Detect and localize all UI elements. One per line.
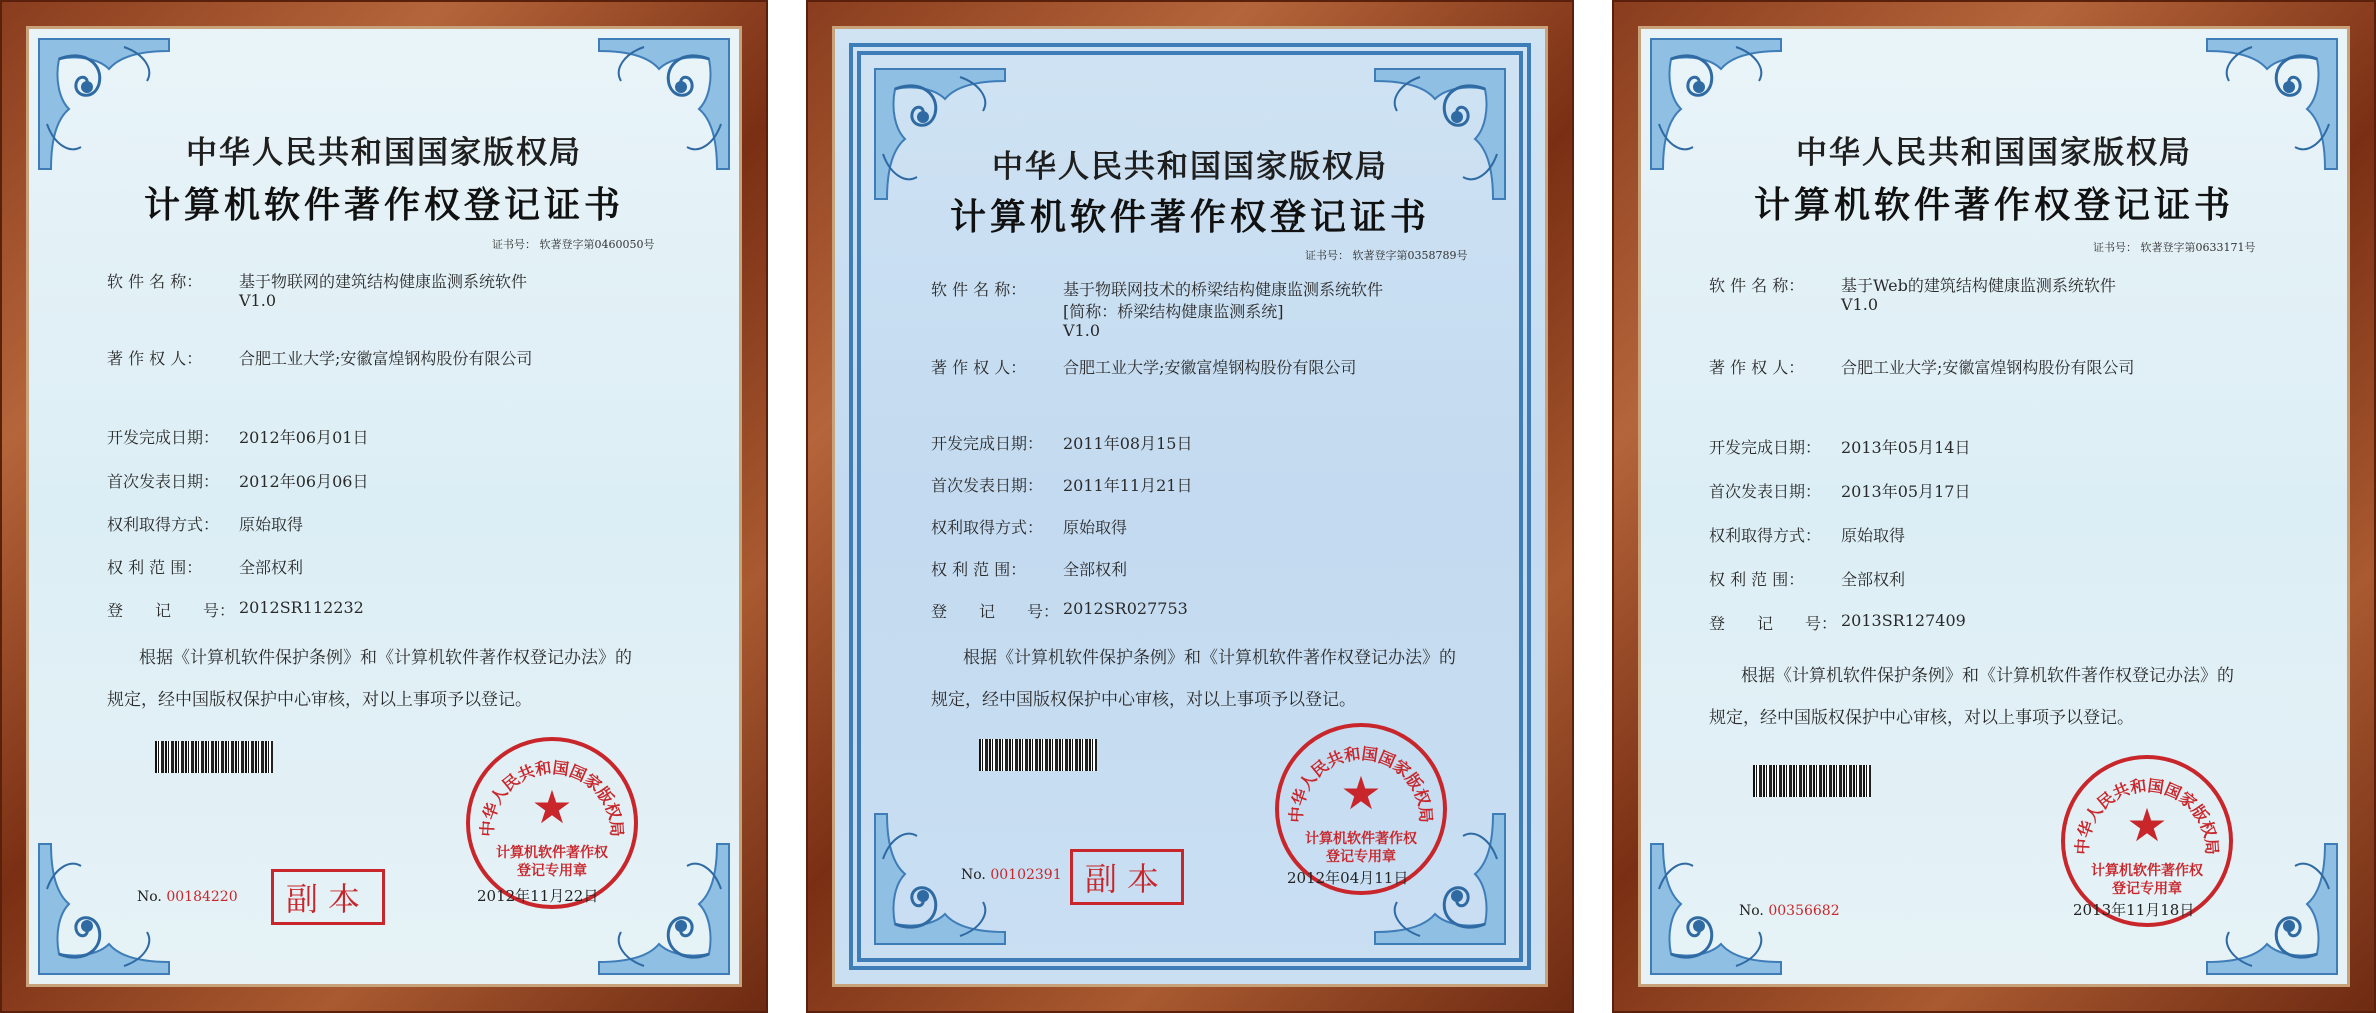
software-name-row	[1709, 273, 2116, 296]
seal-subtitle-1: 计算机软件著作权	[1305, 831, 1417, 847]
svg-text:中华人民共和国国家版权局: 中华人民共和国国家版权局	[2072, 775, 2222, 856]
dev-date-value: 2011年08月15日	[1063, 434, 1193, 453]
pub-date-value: 2011年11月21日	[1063, 476, 1193, 495]
dev-date-label: 开发完成日期：	[1709, 438, 1822, 457]
certificate-title: 计算机软件著作权登记证书	[949, 196, 1430, 238]
serial-number	[1739, 903, 1840, 919]
registration-label: 登 记 号：	[107, 601, 236, 620]
software-version: V1.0	[1841, 295, 1878, 314]
legal-paragraph-line1: 根据《计算机软件保护条例》和《计算机软件著作权登记办法》的	[1741, 666, 2234, 686]
certificate-title: 计算机软件著作权登记证书	[143, 184, 624, 226]
serial-number-label: No.	[961, 867, 986, 883]
pub-date-row	[107, 469, 369, 492]
owner-label: 著 作 权 人：	[107, 349, 203, 368]
acquisition-label: 权利取得方式：	[931, 518, 1044, 537]
copy-mark-stamp: 副本	[1070, 849, 1184, 905]
barcode-icon	[155, 741, 273, 773]
scope-label: 权 利 范 围：	[931, 560, 1027, 579]
scope-row	[107, 555, 304, 578]
scope-value: 全部权利	[1841, 570, 1906, 589]
software-name-label: 软 件 名 称：	[931, 280, 1027, 299]
star-icon: ★	[1340, 765, 1382, 820]
seal-subtitle-1: 计算机软件著作权	[496, 845, 608, 861]
owner-row	[931, 355, 1357, 378]
owner-value: 合肥工业大学;安徽富煌钢构股份有限公司	[239, 349, 533, 368]
owner-label: 著 作 权 人：	[1709, 358, 1805, 377]
serial-number-value: 00184220	[166, 889, 238, 905]
seal-subtitle-2: 登记专用章	[1326, 849, 1396, 865]
corner-scroll-ornament-icon	[29, 834, 179, 984]
certificate-frame-1	[0, 0, 768, 1013]
certificate-frame-2	[806, 0, 1574, 1013]
software-name-value: 基于Web的建筑结构健康监测系统软件	[1841, 276, 2116, 295]
barcode-icon	[979, 739, 1097, 771]
software-name-value: 基于物联网技术的桥梁结构健康监测系统软件	[1063, 280, 1384, 299]
certificate-3	[1638, 26, 2350, 987]
owner-value: 合肥工业大学;安徽富煌钢构股份有限公司	[1841, 358, 2135, 377]
issuer-title: 中华人民共和国国家版权局	[186, 135, 582, 171]
registration-label: 登 记 号：	[931, 602, 1060, 621]
serial-number	[961, 867, 1062, 883]
legal-paragraph-line2: 规定，经中国版权保护中心审核，对以上事项予以登记。	[1709, 708, 2134, 728]
dev-date-row	[107, 425, 369, 448]
acquisition-label: 权利取得方式：	[1709, 526, 1822, 545]
certificate-number: 证书号： 软著登字第0460050号	[492, 238, 655, 251]
barcode-icon	[1753, 765, 1871, 797]
serial-number-value: 00356682	[1768, 903, 1840, 919]
issuer-title: 中华人民共和国国家版权局	[992, 149, 1388, 185]
svg-text:中华人民共和国国家版权局: 中华人民共和国国家版权局	[477, 757, 627, 838]
acquisition-value: 原始取得	[1063, 518, 1128, 537]
acquisition-label: 权利取得方式：	[107, 515, 220, 534]
certificate-title: 计算机软件著作权登记证书	[1753, 184, 2234, 226]
certificate-2	[832, 26, 1548, 987]
dev-date-value: 2013年05月14日	[1841, 438, 1971, 457]
serial-number-value: 00102391	[990, 867, 1062, 883]
certificate-frame-3	[1612, 0, 2376, 1013]
scope-label: 权 利 范 围：	[1709, 570, 1805, 589]
issue-date: 2012年04月11日	[1287, 869, 1409, 887]
acquisition-row	[1709, 523, 1906, 546]
owner-value: 合肥工业大学;安徽富煌钢构股份有限公司	[1063, 358, 1357, 377]
registration-row	[1709, 611, 1966, 634]
owner-row	[107, 346, 533, 369]
scope-label: 权 利 范 围：	[107, 558, 203, 577]
acquisition-value: 原始取得	[239, 515, 304, 534]
software-version: V1.0	[239, 291, 276, 310]
software-name-value: 基于物联网的建筑结构健康监测系统软件	[239, 272, 528, 291]
acquisition-row	[107, 512, 304, 535]
seal-subtitle-2: 登记专用章	[2112, 881, 2182, 897]
corner-scroll-ornament-icon	[1365, 59, 1515, 209]
pub-date-label: 首次发表日期：	[107, 472, 220, 491]
serial-number	[137, 889, 238, 905]
serial-number-label: No.	[1739, 903, 1764, 919]
seal-subtitle-2: 登记专用章	[517, 863, 587, 879]
registration-row	[107, 598, 364, 621]
owner-label: 著 作 权 人：	[931, 358, 1027, 377]
serial-number-label: No.	[137, 889, 162, 905]
issuer-title: 中华人民共和国国家版权局	[1796, 135, 2192, 171]
legal-paragraph-line2: 规定，经中国版权保护中心审核，对以上事项予以登记。	[931, 690, 1356, 710]
legal-paragraph-line2: 规定，经中国版权保护中心审核，对以上事项予以登记。	[107, 690, 532, 710]
seal-subtitle-1: 计算机软件著作权	[2091, 863, 2203, 879]
registration-value: 2012SR112232	[239, 598, 364, 617]
software-name-label: 软 件 名 称：	[1709, 276, 1805, 295]
software-name-row	[107, 269, 528, 292]
software-version: V1.0	[1063, 321, 1100, 340]
pub-date-row	[931, 473, 1193, 496]
software-short-name: [简称：桥梁结构健康监测系统]	[1063, 302, 1284, 321]
pub-date-label: 首次发表日期：	[1709, 482, 1822, 501]
scope-value: 全部权利	[239, 558, 304, 577]
scope-value: 全部权利	[1063, 560, 1128, 579]
registration-label: 登 记 号：	[1709, 614, 1838, 633]
pub-date-value: 2012年06月06日	[239, 472, 369, 491]
acquisition-row	[931, 515, 1128, 538]
software-name-label: 软 件 名 称：	[107, 272, 203, 291]
star-icon: ★	[531, 779, 573, 834]
legal-paragraph-line1: 根据《计算机软件保护条例》和《计算机软件著作权登记办法》的	[963, 648, 1456, 668]
dev-date-label: 开发完成日期：	[931, 434, 1044, 453]
pub-date-label: 首次发表日期：	[931, 476, 1044, 495]
svg-text:中华人民共和国国家版权局: 中华人民共和国国家版权局	[1286, 743, 1436, 824]
corner-scroll-ornament-icon	[865, 59, 1015, 209]
star-icon: ★	[2126, 797, 2168, 852]
registration-row	[931, 599, 1188, 622]
pub-date-value: 2013年05月17日	[1841, 482, 1971, 501]
registration-value: 2012SR027753	[1063, 599, 1188, 618]
pub-date-row	[1709, 479, 1971, 502]
copy-mark-stamp: 副本	[271, 869, 385, 925]
dev-date-value: 2012年06月01日	[239, 428, 369, 447]
issue-date: 2013年11月18日	[2073, 901, 2195, 919]
owner-row	[1709, 355, 2135, 378]
scope-row	[1709, 567, 1906, 590]
dev-date-row	[931, 431, 1193, 454]
software-name-row	[931, 277, 1384, 300]
dev-date-label: 开发完成日期：	[107, 428, 220, 447]
certificate-number: 证书号： 软著登字第0358789号	[1305, 249, 1468, 262]
red-seal-icon	[466, 737, 638, 909]
legal-paragraph-line1: 根据《计算机软件保护条例》和《计算机软件著作权登记办法》的	[139, 648, 632, 668]
scope-row	[931, 557, 1128, 580]
certificate-number: 证书号： 软著登字第0633171号	[2093, 241, 2256, 254]
acquisition-value: 原始取得	[1841, 526, 1906, 545]
dev-date-row	[1709, 435, 1971, 458]
registration-value: 2013SR127409	[1841, 611, 1966, 630]
certificate-1	[26, 26, 742, 987]
issue-date: 2012年11月22日	[477, 887, 599, 905]
